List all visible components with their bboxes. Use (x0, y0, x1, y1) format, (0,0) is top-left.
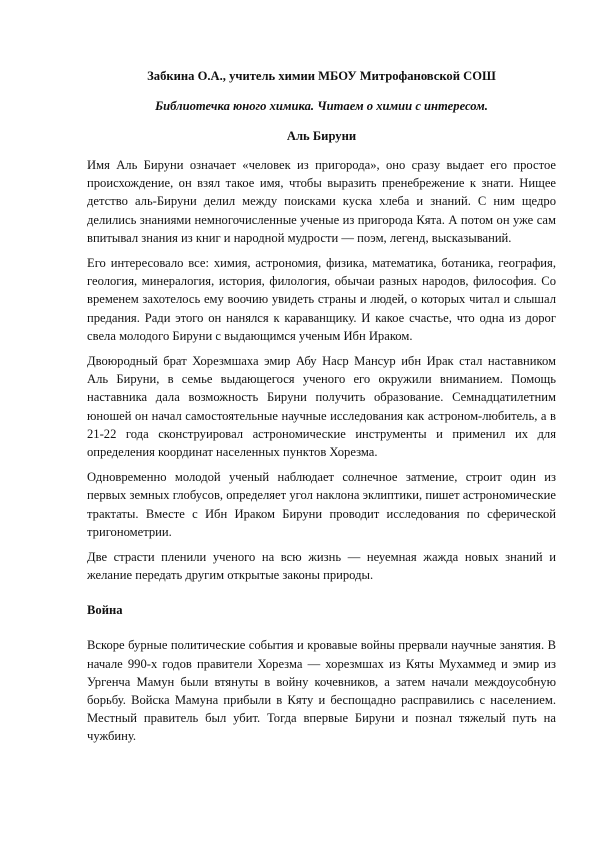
section-heading: Война (87, 603, 123, 618)
paragraph-5: Две страсти пленили ученого на всю жизнь — неуемная жажда новых знаний и желание передать другим открытые законы природы. (87, 550, 556, 583)
paragraph-4: Одновременно молодой ученый наблюдает солнечное затмение, строит один из первых земных глобусов, определяет угол наклона эклиптики, пишет астрономические трактаты. Вместе с Ибн Ираком Бируни проводит исследования по сферической тригонометрии. (87, 470, 556, 539)
article-title: Аль Бируни (286, 129, 357, 143)
paragraph-3: Двоюродный брат Хорезмшаха эмир Абу Наср Мансур ибн Ирак стал наставником Аль Бируни, в семье выдающегося ученого его окружили вниманием. Помощь наставника дала возможность Бируни получить образование. Семнадцатилетним юношей он начал самостоятельные научные исследования как астроном-любитель, а в 21-22 года сконструировал астрономические инструменты и применил их для определения координат населенных пунктов Хорезма. (87, 354, 556, 460)
author-line: Забкина О.А., учитель химии МБОУ Митрофановской СОШ (147, 69, 496, 83)
section-paragraph: Вскоре бурные политические события и кровавые войны прервали научные занятия. В начале 990-х годов правители Хорезма — хорезмшах из Кяты Мухаммед и эмир из Ургенча Мамун были втянуты в войну кочевников, а затем начали междоусобную борьбу. Войска Мамуна прибыли в Кяту и беспощадно расправились с населением. Местный правитель был убит. Тогда впервые Бируни и познал тяжелый путь на чужбину. (87, 638, 556, 744)
series-subtitle: Библиотечка юного химика. Читаем о химии с интересом. (155, 99, 488, 113)
document-content (87, 60, 556, 746)
paragraph-1: Имя Аль Бируни означает «человек из пригорода», оно сразу выдает его простое происхождение, он взял такое имя, чтобы выразить пренебрежение к знати. Нищее детство аль-Бируни делил между поисками куска хлеба и знаний. С ним щедро делились знаниями немногочисленные ученые из пригорода Кята. А потом он уже сам впитывал знания из книг и народной мудрости — поэм, легенд, высказываний. (87, 158, 556, 245)
paragraph-2: Его интересовало все: химия, астрономия, физика, математика, ботаника, география, геология, минералогия, история, филология, обычаи разных народов, философия. Со временем захотелось ему воочию увидеть страны и людей, о которых читал и слышал предания. Ради этого он нанялся к караванщику. И какое счастье, что одна из дорог свела молодого Бируни с выдающимся ученым Ибн Ираком. (87, 256, 556, 343)
